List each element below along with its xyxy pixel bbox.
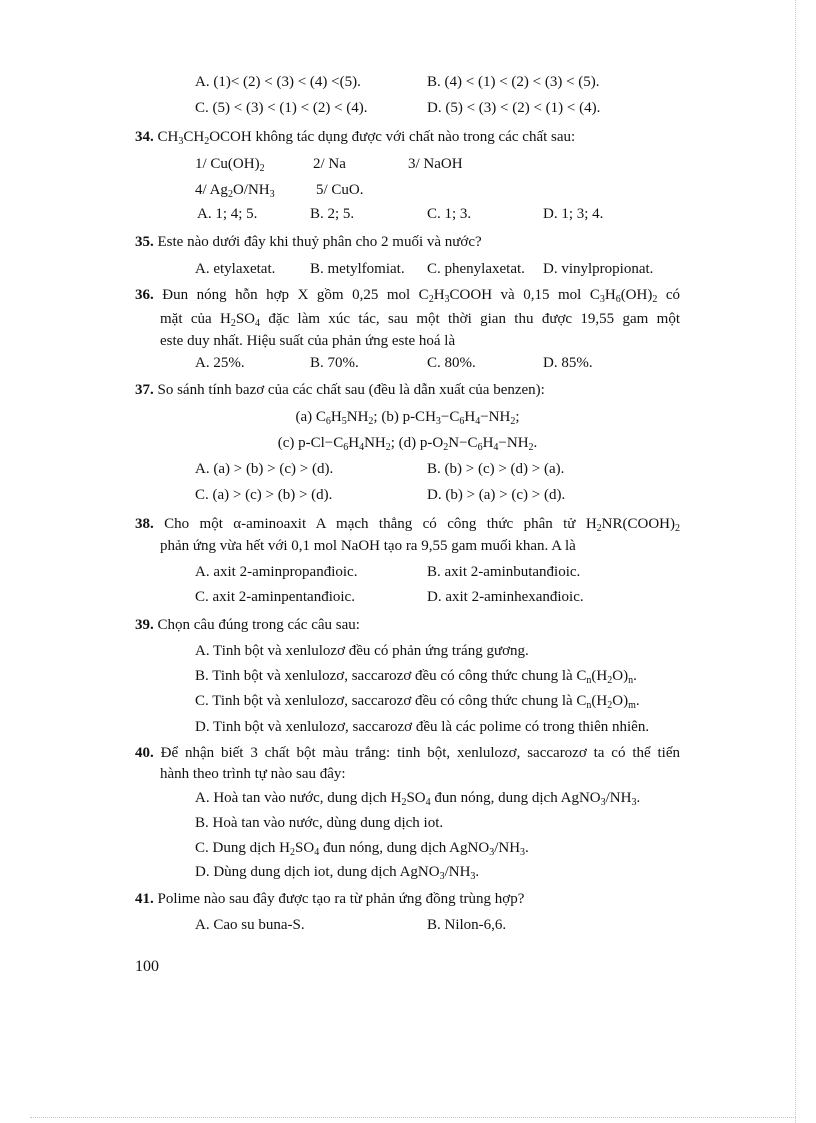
q40-option-d: D. Dùng dung dịch iot, dung dịch $AgNO_3/NH_3$. <box>195 864 480 882</box>
question-number: 38. <box>135 516 154 532</box>
question-41: 41. Polime nào sau đây được tạo ra từ phản ứng đồng trùng hợp? <box>135 891 525 907</box>
q39-option-b: B. Tinh bột và xenlulozơ, saccarozơ đều có công thức chung là $C_n(H_2O)_n$. <box>195 668 637 686</box>
bottom-dotted-rule <box>30 1117 796 1118</box>
question-number: 39. <box>135 617 154 633</box>
question-36-line-2: mặt của $H_2SO_4$ đặc làm xúc tác, sau một thời gian thu được 19,55 gam một <box>160 311 680 329</box>
q35-option-b: B. metylfomiat. <box>310 261 405 277</box>
question-36-line-3: este duy nhất. Hiệu suất của phản ứng este hoá là <box>160 333 456 349</box>
q37-option-a: A. (a) > (b) > (c) > (d). <box>195 461 334 477</box>
q41-option-b: B. Nilon-6,6. <box>427 917 507 933</box>
q37-option-b: B. (b) > (c) > (d) > (a). <box>427 461 565 477</box>
alpha-symbol: α <box>233 516 242 532</box>
question-34: 34. $CH_3CH_2OCOH$ không tác dụng được với chất nào trong các chất sau: <box>135 129 576 147</box>
page-number: 100 <box>135 958 159 975</box>
q40-option-a: A. Hoà tan vào nước, dung dịch $H_2SO_4$ đun nóng, dung dịch $AgNO_3/NH_3$. <box>195 790 641 808</box>
q34-item-1: 1/ $Cu(OH)_2$ <box>195 156 265 174</box>
q34-item-2: 2/ Na <box>313 156 346 172</box>
question-40: 40. Để nhận biết 3 chất bột màu trắng: tinh bột, xenlulozơ, saccarozơ ta có thể tiến <box>135 745 680 761</box>
q40-option-b: B. Hoà tan vào nước, dùng dung dịch iot. <box>195 815 444 831</box>
q35-option-a: A. etylaxetat. <box>195 261 276 277</box>
q38-option-c: C. axit 2-aminpentanđioic. <box>195 589 355 605</box>
question-number: 37. <box>135 382 154 398</box>
q35-option-d: D. vinylpropionat. <box>543 261 654 277</box>
q37-formula-line-2: (c) $p-Cl-C_6H_4NH_2$; (d) $p-O_2N-C_6H_4-NH_2$. <box>277 435 538 453</box>
q37-option-c: C. (a) > (c) > (b) > (d). <box>195 487 333 503</box>
q34-item-5: 5/ CuO. <box>316 182 364 198</box>
q33-option-a: A. (1)< (2) < (3) < (4) <(5). <box>195 74 361 90</box>
question-number: 34. <box>135 129 154 145</box>
q34-option-b: B. 2; 5. <box>310 206 355 222</box>
q33-option-d: D. (5) < (3) < (2) < (1) < (4). <box>427 100 601 116</box>
q37-formula-line-1: (a) $C_6H_5NH_2$; (b) $p-CH_3-C_6H_4-NH_2$; <box>295 409 520 427</box>
q39-option-c: C. Tinh bột và xenlulozơ, saccarozơ đều có công thức chung là $C_n(H_2O)_m$. <box>195 693 640 711</box>
question-40-line-2: hành theo trình tự nào sau đây: <box>160 766 346 782</box>
q36-option-b: B. 70%. <box>310 355 359 371</box>
margin-dotted-rule <box>795 0 796 1123</box>
q35-option-c: C. phenylaxetat. <box>427 261 525 277</box>
q38-option-b: B. axit 2-aminbutanđioic. <box>427 564 581 580</box>
question-36: 36. Đun nóng hỗn hợp X gồm 0,25 mol $C_2H_3COOH$ và 0,15 mol $C_3H_6(OH)_2$ có <box>135 287 681 305</box>
q34-item-4: 4/ $Ag_2O/NH_3$ <box>195 182 275 200</box>
question-number: 41. <box>135 891 154 907</box>
q38-option-a: A. axit 2-aminpropanđioic. <box>195 564 358 580</box>
q34-option-a: A. 1; 4; 5. <box>197 206 258 222</box>
q38-option-d: D. axit 2-aminhexanđioic. <box>427 589 584 605</box>
question-38: 38. Cho một α-aminoaxit A mạch thẳng có công thức phân tử $H_2NR(COOH)_2$ <box>135 516 680 534</box>
q39-option-a: A. Tinh bột và xenlulozơ đều có phản ứng tráng gương. <box>195 643 529 659</box>
q36-option-c: C. 80%. <box>427 355 476 371</box>
q34-item-3: 3/ NaOH <box>408 156 463 172</box>
q36-option-a: A. 25%. <box>195 355 245 371</box>
q34-option-c: C. 1; 3. <box>427 206 472 222</box>
question-number: 35. <box>135 234 154 250</box>
question-number: 36. <box>135 287 154 303</box>
question-number: 40. <box>135 745 154 761</box>
question-37: 37. So sánh tính bazơ của các chất sau (đều là dẫn xuất của benzen): <box>135 382 545 398</box>
q33-option-c: C. (5) < (3) < (1) < (2) < (4). <box>195 100 368 116</box>
question-39: 39. Chọn câu đúng trong các câu sau: <box>135 617 360 633</box>
q34-option-d: D. 1; 3; 4. <box>543 206 604 222</box>
q41-option-a: A. Cao su buna-S. <box>195 917 305 933</box>
q37-option-d: D. (b) > (a) > (c) > (d). <box>427 487 566 503</box>
q40-option-c: C. Dung dịch $H_2SO_4$ đun nóng, dung dịch $AgNO_3/NH_3$. <box>195 840 529 858</box>
question-35: 35. Este nào dưới đây khi thuỷ phân cho 2 muối và nước? <box>135 234 482 250</box>
q39-option-d: D. Tinh bột và xenlulozơ, saccarozơ đều là các polime có trong thiên nhiên. <box>195 719 650 735</box>
question-38-line-2: phản ứng vừa hết với 0,1 mol NaOH tạo ra 9,55 gam muối khan. A là <box>160 538 576 554</box>
q33-option-b: B. (4) < (1) < (2) < (3) < (5). <box>427 74 600 90</box>
q36-option-d: D. 85%. <box>543 355 593 371</box>
